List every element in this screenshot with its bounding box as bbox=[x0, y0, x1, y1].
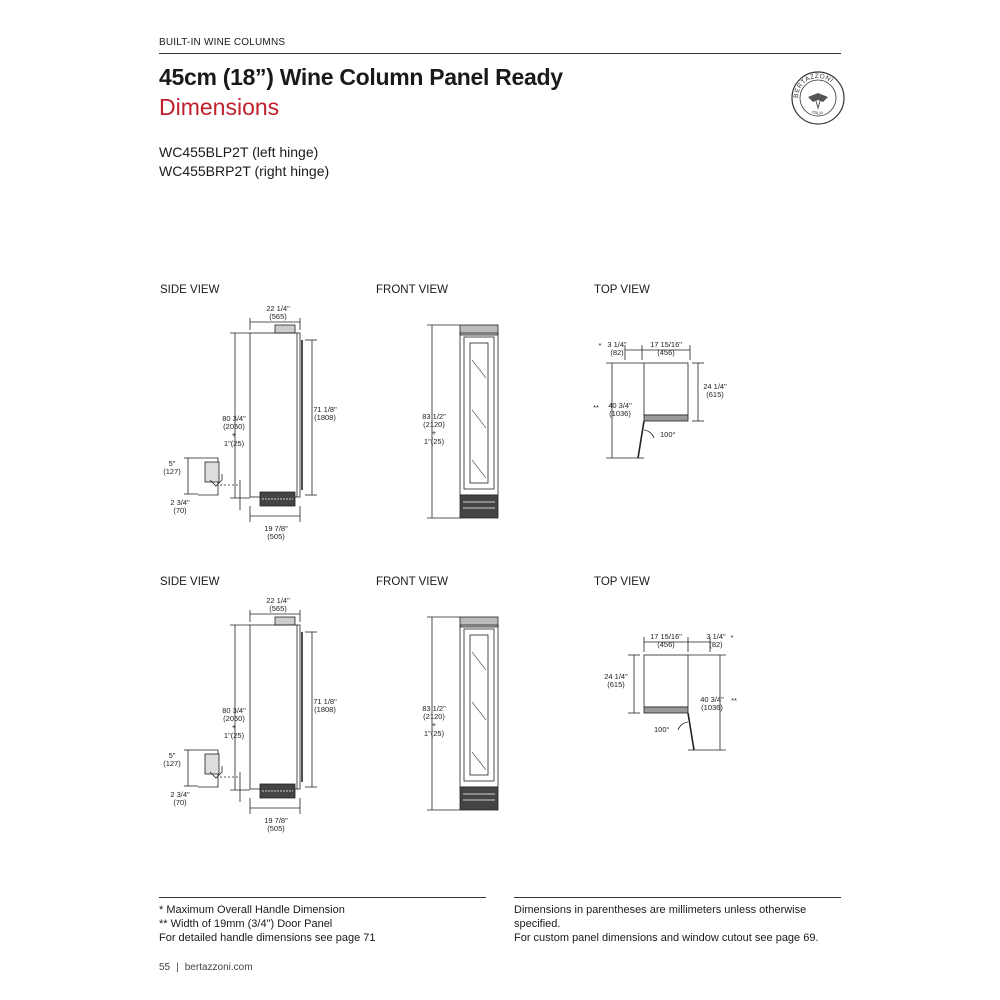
svg-text:24 1/4": 24 1/4" bbox=[703, 382, 727, 391]
bertazzoni-logo bbox=[790, 70, 846, 126]
footer-site-link[interactable]: bertazzoni.com bbox=[184, 962, 253, 973]
side-view-label-1: SIDE VIEW bbox=[160, 284, 220, 296]
model-left-hinge: WC455BLP2T (left hinge) bbox=[159, 144, 319, 160]
svg-text:(1036): (1036) bbox=[609, 409, 631, 418]
note-panel-width: ** Width of 19mm (3/4") Door Panel bbox=[159, 918, 333, 930]
side-view-drawing-2 bbox=[184, 610, 317, 814]
svg-text:83 1/2": 83 1/2" bbox=[422, 412, 446, 421]
footer bbox=[159, 962, 253, 973]
svg-text:100°: 100° bbox=[660, 430, 676, 439]
note-handle: * Maximum Overall Handle Dimension bbox=[159, 904, 345, 916]
svg-text:80 3/4": 80 3/4" bbox=[222, 706, 246, 715]
svg-text:(127): (127) bbox=[163, 759, 181, 768]
svg-text:5": 5" bbox=[168, 459, 176, 468]
svg-text:19 7/8": 19 7/8" bbox=[264, 524, 288, 533]
svg-text:+: + bbox=[231, 430, 237, 439]
drawing-row-1 bbox=[150, 300, 850, 570]
svg-text:(2120): (2120) bbox=[423, 712, 445, 721]
section-label: BUILT-IN WINE COLUMNS bbox=[159, 37, 286, 48]
svg-text:*: * bbox=[730, 633, 734, 642]
svg-text:17 15/16": 17 15/16" bbox=[650, 340, 682, 349]
svg-text:3 1/4": 3 1/4" bbox=[706, 632, 726, 641]
page-number: 55 bbox=[159, 962, 171, 973]
svg-text:2 3/4": 2 3/4" bbox=[170, 498, 190, 507]
footer-separator: | bbox=[176, 962, 179, 973]
svg-text:24 1/4": 24 1/4" bbox=[604, 672, 628, 681]
svg-text:(456): (456) bbox=[657, 640, 675, 649]
svg-text:5": 5" bbox=[168, 751, 176, 760]
svg-text:(505): (505) bbox=[267, 532, 285, 541]
notes-rule-left bbox=[159, 897, 486, 898]
svg-text:*: * bbox=[598, 341, 602, 350]
svg-text:(1808): (1808) bbox=[314, 413, 336, 422]
top-view-label-2: TOP VIEW bbox=[594, 576, 650, 588]
svg-text:+: + bbox=[431, 720, 437, 729]
svg-text:71 1/8": 71 1/8" bbox=[313, 697, 337, 706]
side-view-drawing-1 bbox=[184, 318, 317, 522]
svg-text:(565): (565) bbox=[269, 604, 287, 613]
svg-text:BERTAZZONI: BERTAZZONI bbox=[792, 72, 835, 99]
svg-text:1"(25): 1"(25) bbox=[423, 437, 445, 446]
svg-text:(2050): (2050) bbox=[223, 714, 245, 723]
svg-text:(505): (505) bbox=[267, 824, 285, 833]
svg-text:(1036): (1036) bbox=[701, 703, 723, 712]
svg-text:ITALIA: ITALIA bbox=[811, 109, 824, 116]
svg-text:(615): (615) bbox=[706, 390, 724, 399]
svg-text:19 7/8": 19 7/8" bbox=[264, 816, 288, 825]
svg-text:3 1/4": 3 1/4" bbox=[607, 340, 627, 349]
svg-text:(2120): (2120) bbox=[423, 420, 445, 429]
svg-text:71 1/8": 71 1/8" bbox=[313, 405, 337, 414]
model-right-hinge: WC455BRP2T (right hinge) bbox=[159, 163, 330, 179]
svg-text:+: + bbox=[231, 722, 237, 731]
svg-text:**: ** bbox=[731, 696, 737, 705]
svg-text:(82): (82) bbox=[709, 640, 723, 649]
svg-text:(456): (456) bbox=[657, 348, 675, 357]
note-custom-panel: For custom panel dimensions and window cutout see page 69. bbox=[514, 932, 819, 944]
svg-text:80 3/4": 80 3/4" bbox=[222, 414, 246, 423]
top-view-drawing-2 bbox=[628, 637, 726, 750]
front-view-label-1: FRONT VIEW bbox=[376, 284, 448, 296]
svg-text:83 1/2": 83 1/2" bbox=[422, 704, 446, 713]
svg-text:1"(25): 1"(25) bbox=[223, 439, 245, 448]
svg-text:22 1/4": 22 1/4" bbox=[266, 304, 290, 313]
header-rule bbox=[159, 53, 841, 54]
notes-rule-right bbox=[514, 897, 841, 898]
svg-text:(615): (615) bbox=[607, 680, 625, 689]
svg-text:22 1/4": 22 1/4" bbox=[266, 596, 290, 605]
side-view-label-2: SIDE VIEW bbox=[160, 576, 220, 588]
front-view-label-2: FRONT VIEW bbox=[376, 576, 448, 588]
svg-text:+: + bbox=[431, 428, 437, 437]
svg-text:1"(25): 1"(25) bbox=[423, 729, 445, 738]
page-subtitle: Dimensions bbox=[159, 94, 280, 120]
drawing-row-2 bbox=[150, 592, 850, 862]
svg-text:(70): (70) bbox=[173, 506, 187, 515]
top-view-label-1: TOP VIEW bbox=[594, 284, 650, 296]
svg-text:1"(25): 1"(25) bbox=[223, 731, 245, 740]
svg-text:(70): (70) bbox=[173, 798, 187, 807]
note-specified: specified. bbox=[514, 918, 561, 930]
svg-text:(565): (565) bbox=[269, 312, 287, 321]
svg-text:(2050): (2050) bbox=[223, 422, 245, 431]
svg-text:17 15/16": 17 15/16" bbox=[650, 632, 682, 641]
svg-text:100°: 100° bbox=[654, 725, 670, 734]
svg-text:(1808): (1808) bbox=[314, 705, 336, 714]
note-handle-page: For detailed handle dimensions see page 71 bbox=[159, 932, 376, 944]
notes-left bbox=[159, 903, 486, 945]
svg-text:(82): (82) bbox=[610, 348, 624, 357]
svg-text:40 3/4": 40 3/4" bbox=[700, 695, 724, 704]
page-title: 45cm (18”) Wine Column Panel Ready bbox=[159, 64, 563, 90]
svg-text:**: ** bbox=[593, 403, 599, 412]
note-mm: Dimensions in parentheses are millimeters unless otherwise bbox=[514, 904, 807, 916]
svg-text:40 3/4": 40 3/4" bbox=[608, 401, 632, 410]
svg-text:(127): (127) bbox=[163, 467, 181, 476]
svg-text:2 3/4": 2 3/4" bbox=[170, 790, 190, 799]
notes-right bbox=[514, 903, 841, 945]
